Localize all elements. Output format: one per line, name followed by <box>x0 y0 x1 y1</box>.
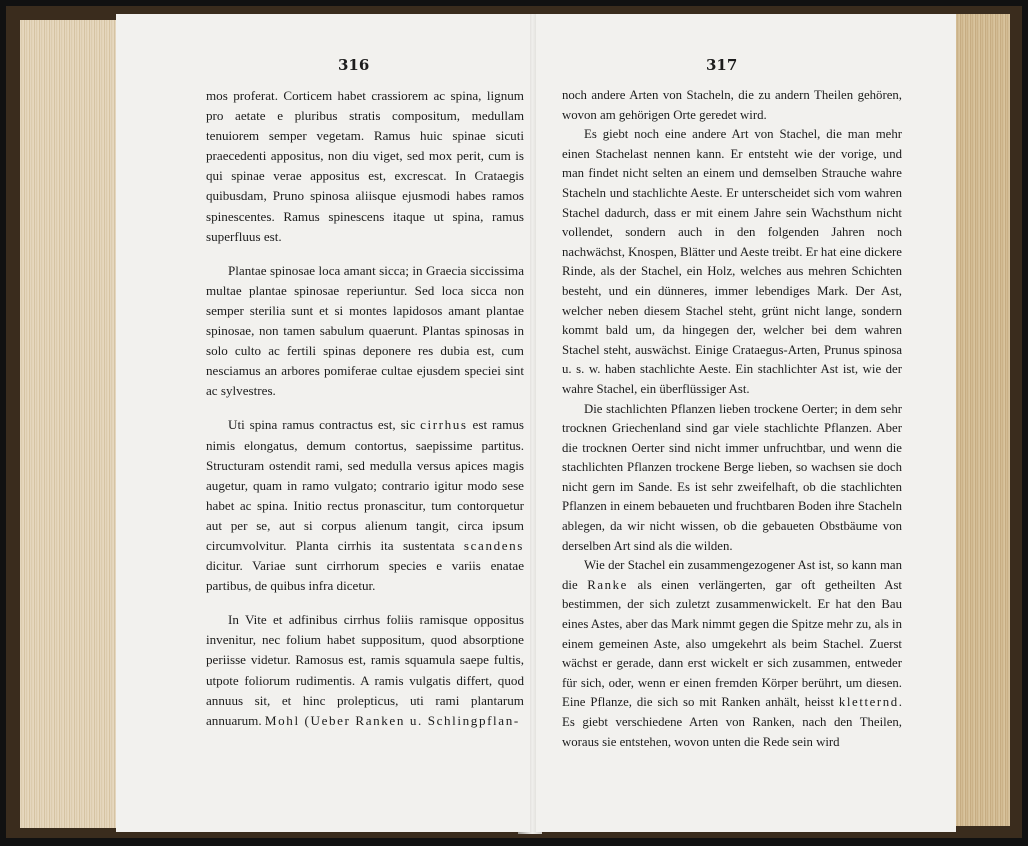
page-text <box>206 86 524 731</box>
reference-mohl: Mohl (Ueber Ranken u. Schlingpflan- <box>264 712 520 728</box>
text-run: In Vite et adfinibus cirrhus foliis ramisque oppositus invenitur, nec folium habet suppositum, quod absorptione periisse videtur. Ramosus est, ramis squamula saepe fultis, utpote foliorum rudimentis. A ramis vulgatis differt, quod annuus sit, et hinc prolepticus, uti rami plantarum annuarum. <box>206 612 524 728</box>
paragraph <box>206 610 524 731</box>
text-run: . Es giebt verschiedene Arten von Ranken, nach den Theilen, woraus sie entstehen, wovon unten die Rede sein wird <box>562 695 902 749</box>
page-number: 317 <box>706 56 738 74</box>
text-run: Uti spina ramus contractus est, sic <box>228 417 421 433</box>
term-kletternd: kletternd <box>838 695 899 710</box>
page-edges-left <box>20 20 120 828</box>
book-spread <box>6 6 1022 838</box>
left-page <box>116 14 530 832</box>
text-run: dicitur. Variae sunt cirrhorum species e variis enatae partibus, de quibus infra dicetur. <box>206 558 524 594</box>
text-run: Wie der Stachel ein zusammengezogener Ast ist, so kann man die <box>562 558 902 592</box>
page-text <box>562 86 902 752</box>
term-cirrhus: cirrhus <box>420 417 468 433</box>
text-run: est ramus nimis elongatus, demum contortus, saepissime partitus. Structuram ostendit rami, sed medulla versus apices magis augetur, quam in ramo vulgato; contrario igitur modo sese habet ac spina. Initio rectus pronascitur, tum contorquetur aut per se, aut si corpus alienum tangit, circa ipsum circumvolvitur. Planta cirrhis ita sustentata <box>206 417 525 553</box>
paragraph: noch andere Arten von Stacheln, die zu andern Theilen gehören, wovon am gehörigen Orte geredet wird. <box>562 88 902 122</box>
term-ranke: Ranke <box>587 577 628 592</box>
paragraph: Die stachlichten Pflanzen lieben trockene Oerter; in dem sehr trocknen Griechenland sind gar viele stachlichte Pflanzen. Aber die trocknen Oerter sind nicht immer unfruchtbar, und wenn die stachlichten Pflanzen trockene Berge lieben, so wachsen sie doch nicht gern im Sande. Es ist sehr zweifelhaft, ob die stachlichten Pflanzen in einem bebaueten und fruchtbaren Boden ihre Stacheln ablegen, da wir nicht wissen, ob die gebaueten Obstbäume von derselben Art sind als die wilden. <box>562 401 902 553</box>
paragraph <box>562 556 902 752</box>
term-scandens: scandens <box>463 537 524 553</box>
paragraph: Plantae spinosae loca amant sicca; in Graecia siccissima multae plantae spinosae reperiuntur. Sed loca sicca non semper sterilia sunt et si montes lapidosos amant plantae spinosae, non tamen sabulum quaerunt. Plantas spinosas in solo culto ac fertili spinas deponere res dubia est, cum nesciamus an arbores pomiferae cultae ejusdem speciei sint ac sylvestres. <box>206 262 524 399</box>
paragraph: Es giebt noch eine andere Art von Stachel, die man mehr einen Stachelast nennen kann. Er entsteht wie der vorige, und man findet nicht selten an einem und demselben Strauche wahre Stacheln und stachlichte Aeste. Er unterscheidet sich vom wahren Stachel dadurch, dass er mit einem Jahre sein Wachsthum nicht vollendet, sondern auch in den folgenden Jahren noch nachwächst, Knospen, Blätter und Aeste treibt. Er hat eine dickere Rinde, als der Stachel, ein Holz, welches aus mehren Schichten besteht, und ein dünneres, immer lebendiges Mark. Der Ast, welcher neben diesem Stachel steht, grünt nicht lange, sondern kommt bald um, da hingegen der, welcher bei dem wahren Stachel steht, auswächst. Einige Crataegus-Arten, Prunus spinosa u. s. w. haben stachlichte Aeste. Ein stachlichter Ast ist, wie der wahre Stachel, ein überflüssiger Ast. <box>562 127 902 396</box>
paragraph: mos proferat. Corticem habet crassiorem ac spina, lignum pro aetate e pluribus stratis compositum, medullam tenuiorem semper vegetam. Ramus huic spinae sicuti praecedenti appositus, non diu viget, sed mox perit, cum is qui spinae verae appositus est, excrescat. In Crataegis quibusdam, Pruno spinosa aliisque ejusmodi habes ramos spinescentes. Ramus spinescens itaque ut spina, ramus superfluus est. <box>206 88 524 244</box>
page-number: 316 <box>338 56 370 74</box>
right-page <box>536 14 956 832</box>
paragraph <box>206 415 524 596</box>
text-run: als einen verlängerten, gar oft getheilten Ast bestimmen, der sich zuletzt zusammenwickelt. Er hat den Bau eines Astes, aber das Mark nimmt gegen die Spitze mehr zu, als in einem gemeinen Aste, also umgekehrt als beim Stachel. Zuerst wächst er gerade, dann erst wickelt er sich zusammen, entweder für sich, oder, wenn er einen fremden Körper berührt, um diesen. Eine Pflanze, die sich so mit Ranken anhält, heisst <box>562 577 902 710</box>
